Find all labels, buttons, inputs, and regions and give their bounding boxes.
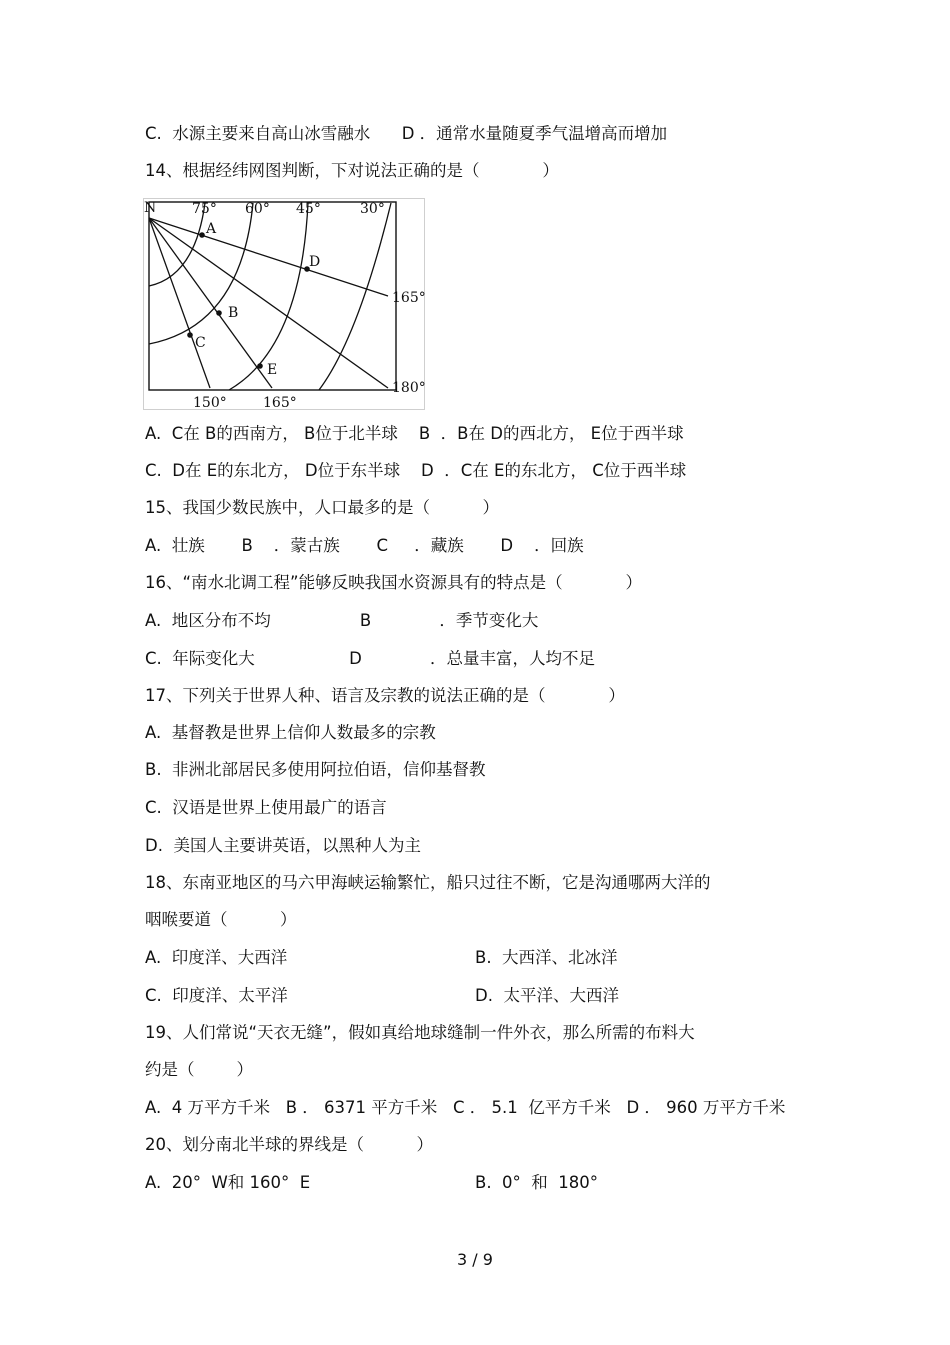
q17-option-d: D. 美国人主要讲英语，以黑种人为主: [145, 836, 421, 855]
q20-option-b: B. 0° 和 180°: [475, 1173, 599, 1192]
page-number: 3 / 9: [457, 1250, 493, 1269]
q15-options: A. 壮族 B ．蒙古族 C ．藏族 D ．回族: [145, 536, 584, 555]
right-label-180: 180°: [392, 380, 425, 396]
latitude-longitude-grid-figure: [143, 198, 425, 410]
q17-option-c: C. 汉语是世界上使用最广的语言: [145, 798, 387, 817]
point-label-d: D: [309, 254, 321, 270]
top-label-60: 60°: [245, 201, 270, 217]
q16-option-cd: C. 年际变化大 D ．总量丰富，人均不足: [145, 649, 596, 668]
bottom-label-150: 150°: [193, 395, 227, 410]
q14-option-ab: A. C在 B的西南方， B位于北半球 B ．B在 D的西北方， E位于西半球: [145, 424, 684, 443]
q14-stem: 14、根据经纬网图判断，下对说法正确的是（ ）: [145, 161, 559, 180]
point-label-b: B: [228, 305, 239, 321]
q15-stem: 15、我国少数民族中，人口最多的是（ ）: [145, 498, 499, 517]
q19-options: A. 4 万平方千米 B ． 6371 平方千米 C ． 5.1 亿平方千米 D ． 960 万平方千米: [145, 1098, 786, 1117]
q18-option-b: B. 大西洋、北冰洋: [475, 948, 618, 967]
q17-option-b: B. 非洲北部居民多使用阿拉伯语，信仰基督教: [145, 760, 486, 779]
q20-option-a: A. 20° W和 160° E: [145, 1173, 311, 1192]
pole-label: N: [144, 200, 157, 216]
point-label-e: E: [267, 362, 278, 378]
q18-option-c: C. 印度洋、太平洋: [145, 986, 288, 1005]
top-label-45: 45°: [296, 201, 321, 217]
q14-option-cd: C. D在 E的东北方， D位于东半球 D ．C在 E的东北方， C位于西半球: [145, 461, 687, 480]
q18-option-d: D. 太平洋、大西洋: [475, 986, 619, 1005]
top-label-30: 30°: [360, 201, 385, 217]
point-label-c: C: [195, 335, 206, 351]
q16-option-ab: A. 地区分布不均 B ．季节变化大: [145, 611, 539, 630]
q18-stem-line1: 18、东南亚地区的马六甲海峡运输繁忙，船只过往不断，它是沟通哪两大洋的: [145, 873, 711, 892]
q16-stem: 16、“南水北调工程”能够反映我国水资源具有的特点是（ ）: [145, 573, 643, 592]
q18-stem-line2: 咽喉要道（ ）: [145, 910, 297, 929]
point-label-a: A: [206, 221, 217, 237]
q20-stem: 20、划分南北半球的界线是（ ）: [145, 1135, 433, 1154]
q13-option-cd: C. 水源主要来自高山冰雪融水 D ．通常水量随夏季气温增高而增加: [145, 124, 668, 143]
q17-option-a: A. 基督教是世界上信仰人数最多的宗教: [145, 723, 436, 742]
q19-stem-line1: 19、人们常说“天衣无缝”，假如真给地球缝制一件外衣，那么所需的布料大: [145, 1023, 695, 1042]
q17-stem: 17、下列关于世界人种、语言及宗教的说法正确的是（ ）: [145, 686, 625, 705]
right-label-165: 165°: [392, 290, 425, 306]
q19-stem-line2: 约是（ ）: [145, 1060, 253, 1079]
bottom-label-165: 165°: [263, 395, 297, 410]
top-label-75: 75°: [192, 201, 217, 217]
q18-option-a: A. 印度洋、大西洋: [145, 948, 288, 967]
